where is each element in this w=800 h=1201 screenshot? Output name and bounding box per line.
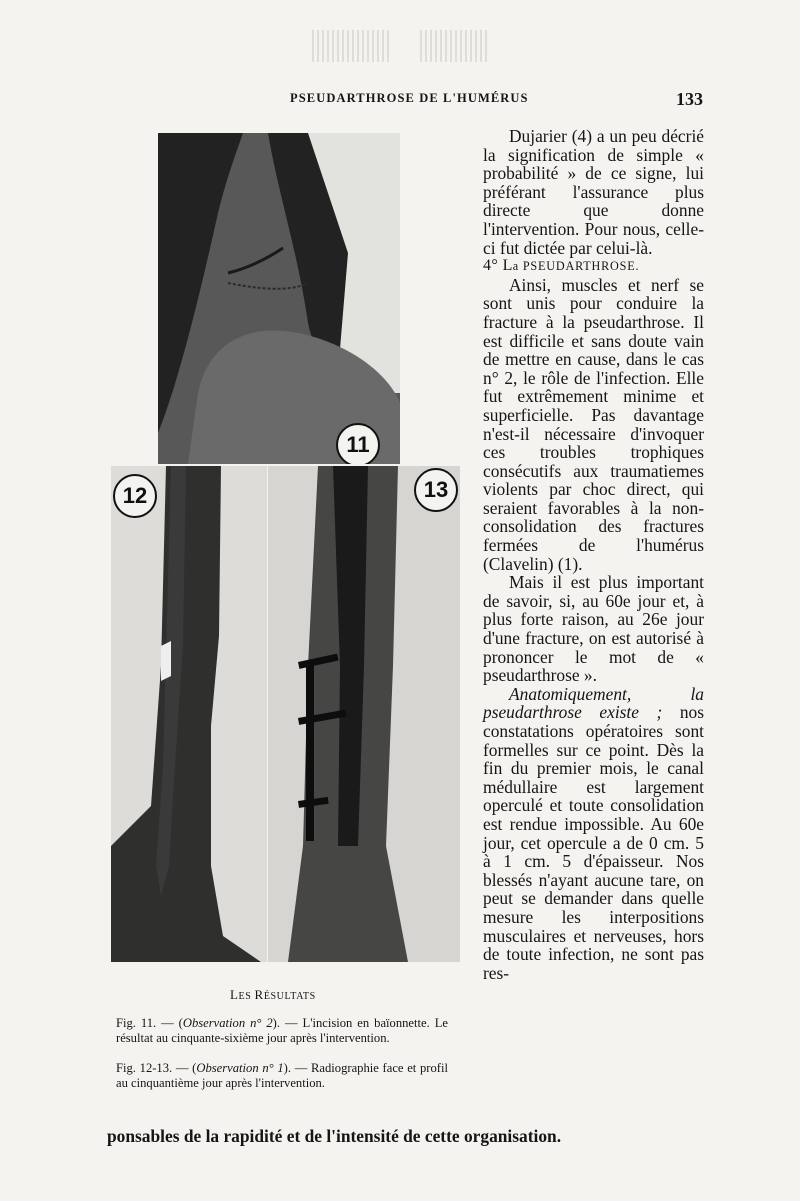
figure-11-number: 11 bbox=[336, 423, 380, 464]
figure-11-photo bbox=[158, 133, 400, 464]
elbow-photo-illustration bbox=[158, 133, 400, 464]
section-smallcaps: a bbox=[512, 259, 523, 274]
figure-13-number: 13 bbox=[414, 468, 458, 512]
figure-12-radiograph bbox=[111, 466, 267, 962]
running-head: PSEUDARTHROSE DE L'HUMÉRUS bbox=[290, 91, 529, 105]
caption-title bbox=[230, 987, 316, 1003]
paragraph: Mais il est plus important de savoir, si, au 60e jour et, à plus forte raison, au 26e jour d'une fracture, on est autorisé à prononcer le mot de « pseudarthrose ». bbox=[483, 572, 704, 686]
caption-title-initial: L bbox=[230, 987, 239, 1002]
caption-prefix: Fig. 12-13. — ( bbox=[116, 1061, 197, 1075]
page-number: 133 bbox=[676, 89, 703, 109]
italic-lead: Anatomiquement, la pseudarthrose existe ; bbox=[483, 683, 704, 723]
caption-observation: Observation n° 1 bbox=[196, 1061, 284, 1075]
section-heading bbox=[483, 257, 704, 276]
closing-line: ponsables de la rapidité et de l'intensité de cette organisation. bbox=[107, 1126, 562, 1146]
figure-12-number: 12 bbox=[113, 474, 157, 518]
caption-observation: Observation n° 2 bbox=[182, 1016, 273, 1030]
bleed-through-mark bbox=[420, 30, 490, 62]
caption-title-initial: R bbox=[254, 987, 264, 1002]
section-initial: L bbox=[502, 257, 513, 275]
caption-text: ). — Radiographie face et profil au cinquantième jour après l'intervention. bbox=[116, 1061, 448, 1090]
paragraph: Dujarier (4) a un peu décrié la signification de simple « probabilité » de ce signe, lui préférant l'assurance plus directe que donne l'intervention. Pour nous, celle-ci fut dictée par celui-là. bbox=[483, 126, 704, 258]
caption-fig-11 bbox=[116, 1016, 448, 1045]
section-number: 4° bbox=[483, 257, 503, 275]
paragraph: Ainsi, muscles et nerf se sont unis pour conduire la fracture à la pseudarthrose. Il est difficile et sans doute vain de mettre en cause, dans le cas n° 2, le rôle de l'infection. Elle fut extrêmement minime et superficielle. Pas davantage n'est-il nécessaire d'invoquer ces troubles trophiques consécutifs aux traumatiemes violents par choc direct, qui seraient favorables à la non-consolidation des fractures fermées de l'humérus (Clavelin) (1). bbox=[483, 274, 704, 574]
body-text-column bbox=[483, 127, 704, 982]
bleed-through-mark bbox=[312, 30, 392, 62]
radiograph-profile-illustration bbox=[268, 466, 460, 962]
radiograph-face-illustration bbox=[111, 466, 267, 962]
section-smallcaps: PSEUDARTHROSE. bbox=[522, 259, 640, 274]
figure-13-radiograph bbox=[268, 466, 460, 962]
caption-text: ). — L'incision en baïonnette. Le résultat au cinquante-sixième jour après l'intervention. bbox=[116, 1016, 448, 1045]
caption-fig-12-13 bbox=[116, 1061, 448, 1090]
caption-title-smallcaps: ÉSULTATS bbox=[263, 991, 316, 1002]
paragraph bbox=[483, 685, 704, 983]
caption-prefix: Fig. 11. — ( bbox=[116, 1016, 183, 1030]
paragraph-text: nos constatations opératoires sont formelles sur ce point. Dès la fin du premier mois, le canal médullaire est largement operculé et toute consolidation est rendue impossible. Au 60e jour, cet opercule a de 0 cm. 5 à 1 cm. 5 d'épaisseur. Nos blessés n'ayant aucune tare, on peut se demander dans quelle mesure les interpositions musculaires et nerveuses, hors de toute infection, ne sont pas res- bbox=[483, 702, 704, 983]
caption-title-smallcaps: ES bbox=[238, 991, 255, 1002]
